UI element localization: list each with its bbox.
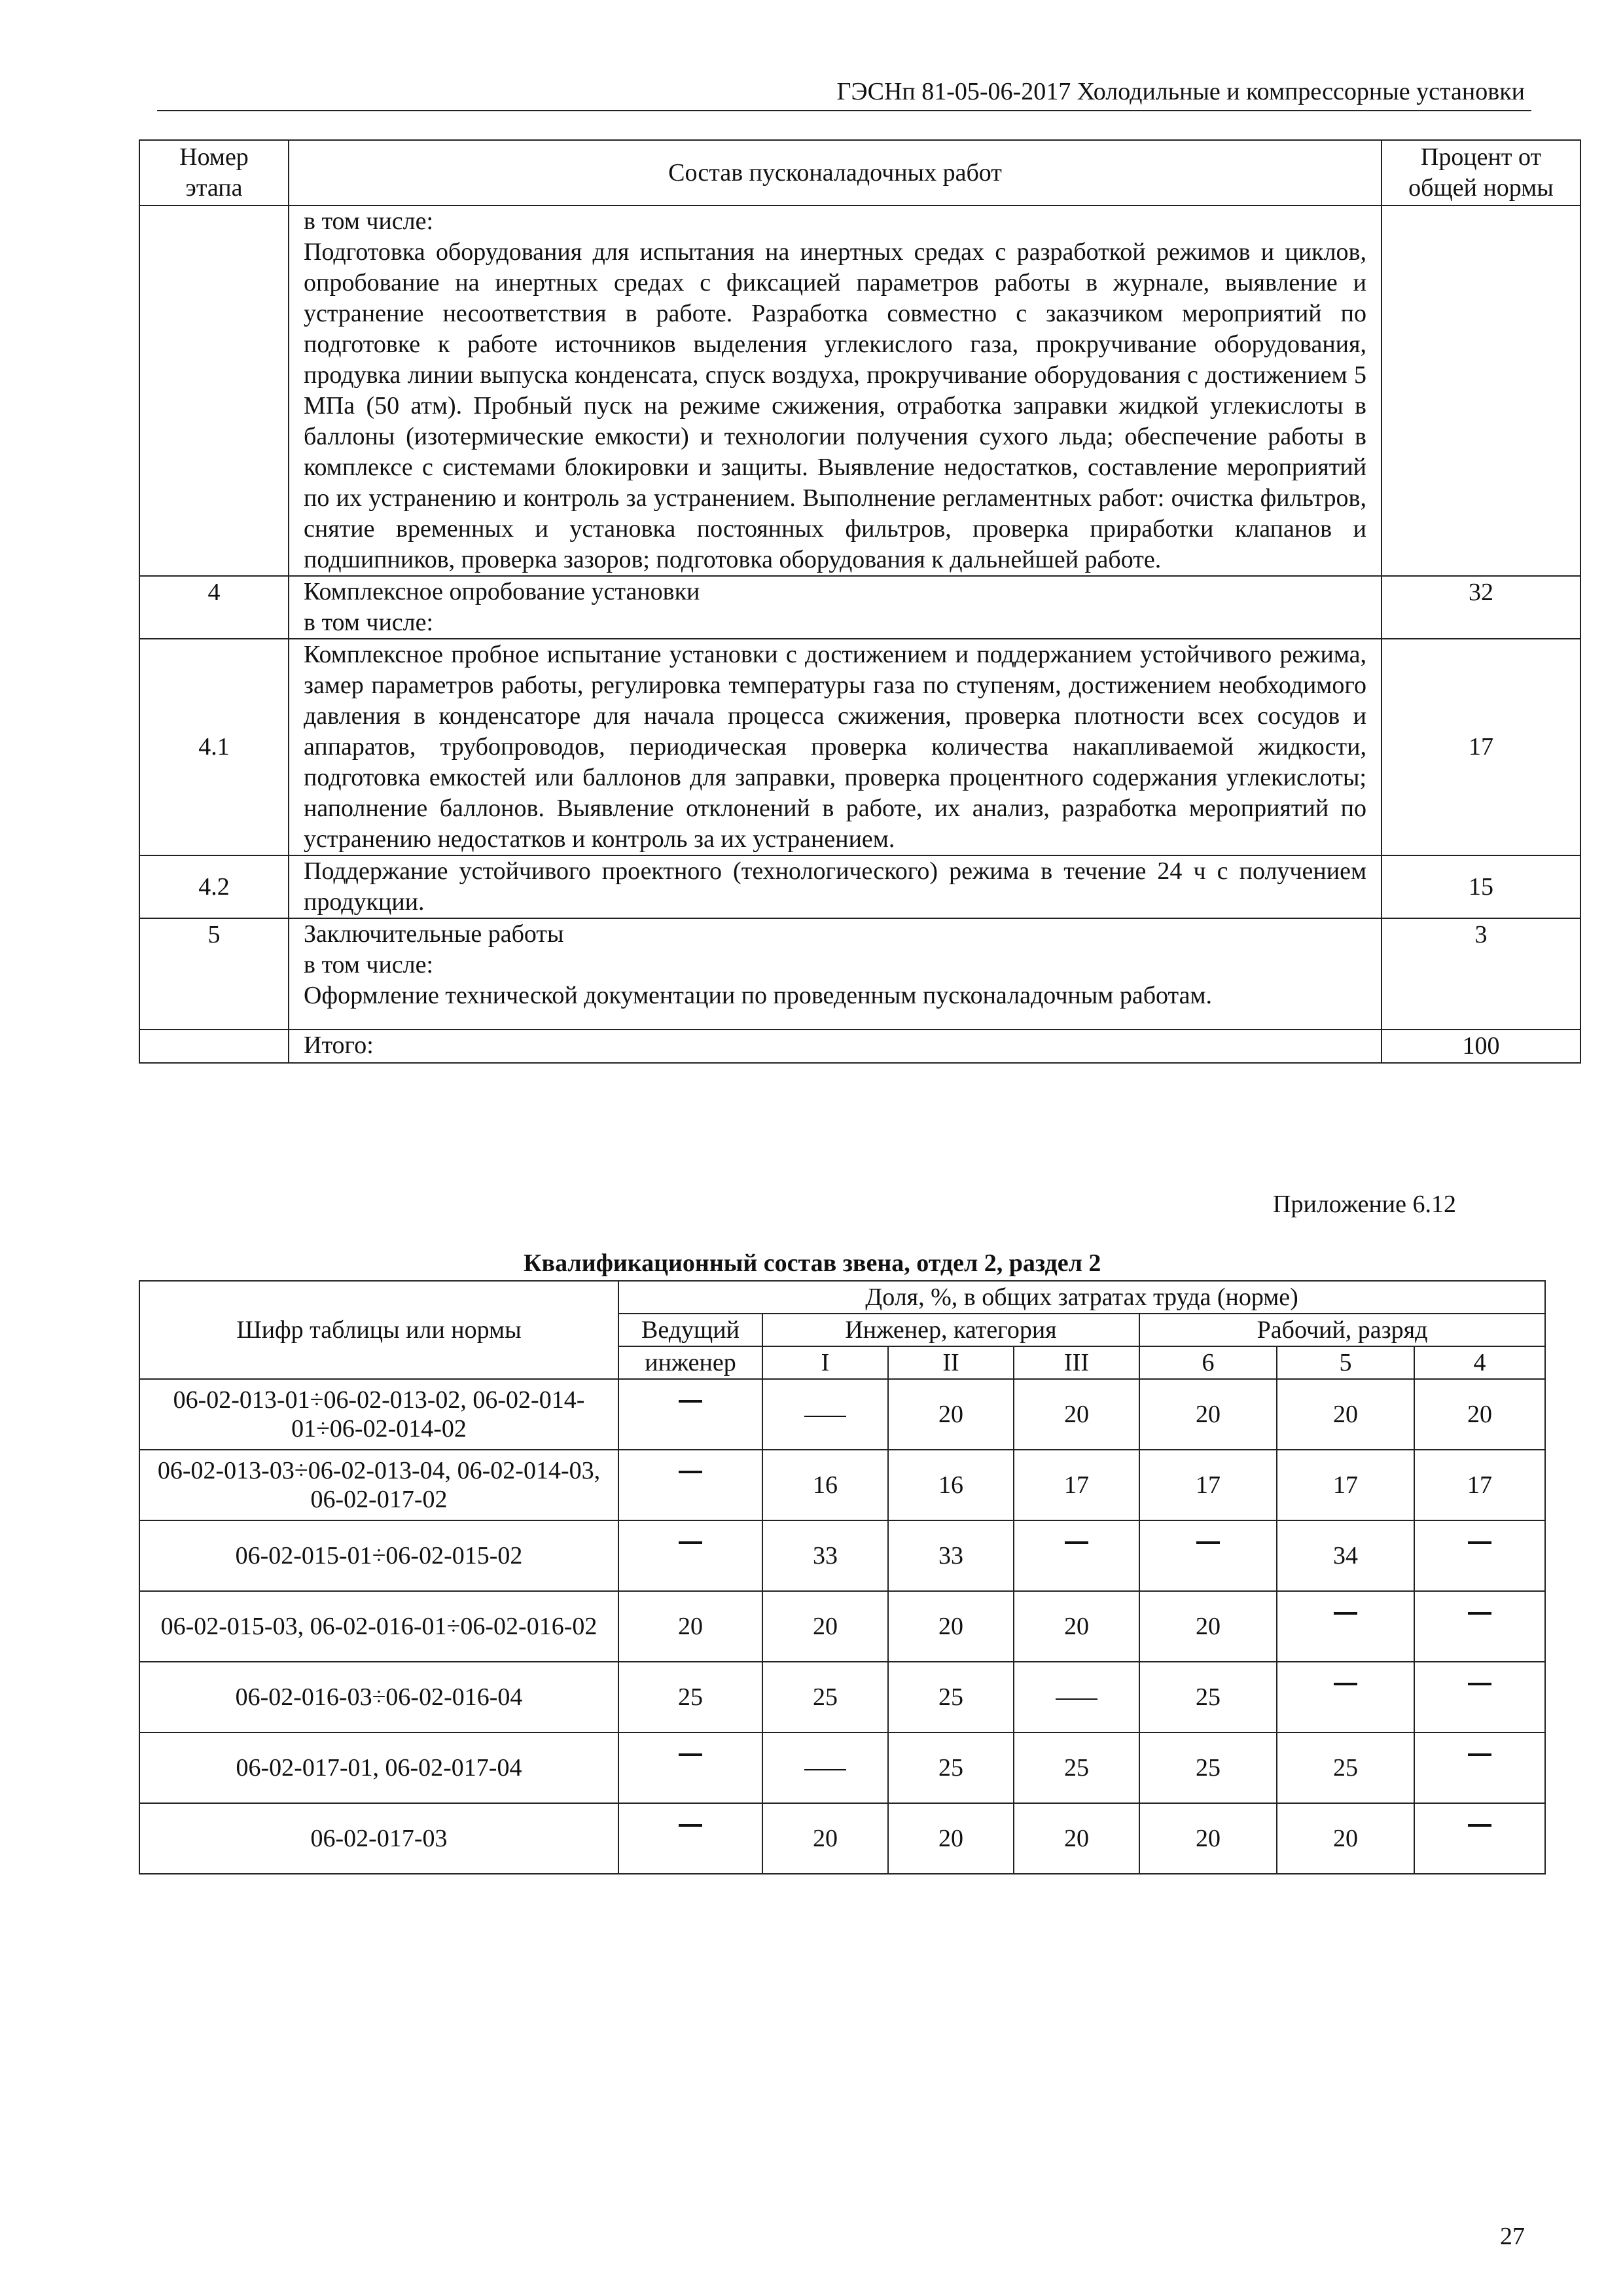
qual-row [139,1450,1545,1520]
share-value: 25 [1196,1754,1221,1782]
norm-code: 06-02-013-03÷06-02-013-04, 06-02-014-03, 06-02-017-02 [139,1450,618,1520]
share-cell [1014,1803,1139,1874]
norm-code: 06-02-013-01÷06-02-013-02, 06-02-014-01÷06-02-014-02 [139,1379,618,1450]
stages-table [139,139,1581,1064]
share-value: 25 [1196,1683,1221,1711]
qual-row [139,1732,1545,1803]
share-value: 16 [813,1471,838,1499]
share-cell [1414,1803,1545,1874]
worker-rank-header: 6 [1139,1346,1277,1379]
header-line: общей нормы [1408,174,1554,202]
stage-title: Заключительные работы [304,920,564,948]
share-cell [888,1450,1014,1520]
appendix-label: Приложение 6.12 [1273,1191,1456,1218]
stage-percent: 3 [1382,918,1580,1030]
worker-rank-header: 4 [1414,1346,1545,1379]
share-value: 20 [1064,1825,1089,1852]
share-cell [1139,1450,1277,1520]
share-cell [1414,1662,1545,1732]
qual-row [139,1591,1545,1662]
share-value: 20 [938,1613,963,1640]
qual-share-header: Доля, %, в общих затратах труда (норме) [618,1281,1545,1314]
qual-row [139,1803,1545,1874]
share-cell [888,1379,1014,1450]
dash-mark [679,1471,702,1473]
share-value: 20 [1196,1825,1221,1852]
stage-row-4 [139,576,1580,639]
share-cell [1414,1450,1545,1520]
header-line: Процент от [1420,143,1542,171]
share-value: 25 [1064,1754,1089,1782]
stage-row-4-2 [139,855,1580,918]
stage-title: Комплексное опробование установки [304,578,700,605]
share-value: 20 [938,1825,963,1852]
dash-mark [679,1400,702,1403]
col-percent-header [1382,140,1580,206]
share-cell [1414,1732,1545,1803]
stage-number: 4.2 [139,855,289,918]
qual-body [139,1379,1545,1874]
share-cell [1139,1662,1277,1732]
share-value: 25 [938,1754,963,1782]
stage-percent [1382,206,1580,576]
share-cell [762,1591,888,1662]
share-cell [1139,1591,1277,1662]
share-value: 20 [678,1613,703,1640]
stage-number [139,206,289,576]
stage-percent: 15 [1382,855,1580,918]
share-cell [888,1591,1014,1662]
share-cell [1014,1732,1139,1803]
qual-worker-header: Рабочий, разряд [1139,1314,1545,1346]
dash-mark [1468,1824,1491,1827]
share-cell [1277,1591,1414,1662]
norm-code: 06-02-016-03÷06-02-016-04 [139,1662,618,1732]
stage-number: 5 [139,918,289,1030]
share-cell [1277,1732,1414,1803]
stage-row-continued [139,206,1580,576]
stage-row-5 [139,918,1580,1030]
share-cell [1277,1450,1414,1520]
dash-mark [1196,1541,1220,1544]
dash-mark [1468,1683,1491,1685]
share-value: 25 [1333,1754,1358,1782]
worker-rank-header: 5 [1277,1346,1414,1379]
dash-mark [1468,1753,1491,1756]
share-cell [1139,1520,1277,1591]
share-cell [618,1662,762,1732]
dash-mark [1056,1698,1097,1700]
qual-row [139,1520,1545,1591]
share-cell [1277,1662,1414,1732]
share-value: 17 [1064,1471,1089,1499]
share-value: 34 [1333,1542,1358,1570]
share-cell [1414,1379,1545,1450]
share-value: 17 [1196,1471,1221,1499]
share-value: 16 [938,1471,963,1499]
stage-number: 4 [139,576,289,639]
share-value: 20 [1196,1613,1221,1640]
share-value: 25 [813,1683,838,1711]
share-cell [762,1379,888,1450]
stage-text: Оформление технической документации по проведенным пусконаладочным работам. [304,982,1213,1009]
total-percent: 100 [1382,1030,1580,1063]
stage-intro: в том числе: [304,609,434,636]
dash-mark [804,1769,846,1770]
stage-percent: 32 [1382,576,1580,639]
share-cell [618,1732,762,1803]
share-cell [618,1803,762,1874]
norm-code: 06-02-017-03 [139,1803,618,1874]
share-cell [618,1591,762,1662]
stages-header-row [139,140,1580,206]
stage-description [289,576,1382,639]
share-value: 20 [1333,1825,1358,1852]
share-value: 20 [1064,1613,1089,1640]
share-cell [618,1450,762,1520]
qualification-table-title: Квалификационный состав звена, отдел 2, раздел 2 [524,1249,1101,1277]
norm-code: 06-02-015-03, 06-02-016-01÷06-02-016-02 [139,1591,618,1662]
share-value: 20 [1333,1401,1358,1428]
share-cell [762,1520,888,1591]
share-cell [1277,1520,1414,1591]
share-cell [1139,1379,1277,1450]
share-cell [1277,1803,1414,1874]
total-label: Итого: [289,1030,1382,1063]
running-header [157,72,1531,111]
share-cell [888,1803,1014,1874]
dash-mark [1065,1541,1088,1544]
share-cell [1414,1520,1545,1591]
stage-row-4-1 [139,639,1580,855]
eng-cat-header: II [888,1346,1014,1379]
col-work-composition-header: Состав пусконаладочных работ [289,140,1382,206]
share-cell [1014,1662,1139,1732]
share-value: 25 [938,1683,963,1711]
dash-mark [804,1416,846,1417]
share-value: 20 [813,1613,838,1640]
share-cell [888,1662,1014,1732]
qual-row [139,1662,1545,1732]
dash-mark [679,1753,702,1756]
stage-number: 4.1 [139,639,289,855]
share-cell [1014,1450,1139,1520]
norm-code: 06-02-017-01, 06-02-017-04 [139,1732,618,1803]
share-value: 20 [1064,1401,1089,1428]
share-cell [762,1662,888,1732]
dash-mark [1468,1612,1491,1615]
header-line: Номер [179,143,249,171]
share-cell [762,1732,888,1803]
share-cell [618,1520,762,1591]
dash-mark [679,1541,702,1544]
share-cell [762,1803,888,1874]
qual-lead-header-line2: инженер [618,1346,762,1379]
stage-description: Комплексное пробное испытание установки с достижением и поддержанием устойчивого режима, замер параметров работы, регулировка температуры газа по ступеням, достижением необходимого давления в конденсаторе для начала процесса сжижения, проверка плотности всех сосудов и аппаратов, трубопроводов, периодическая проверка количества накапливаемой жидкости, подготовка емкостей или баллонов для заправки, проверка процентного содержания углекислоты; наполнение баллонов. Выявление отклонений в работе, их анализ, разработка мероприятий по устранению недостатков и контроль за их устранением. [289,639,1382,855]
qual-row [139,1379,1545,1450]
share-value: 33 [938,1542,963,1570]
stage-intro: в том числе: [304,207,434,235]
eng-cat-header: I [762,1346,888,1379]
stage-description [289,918,1382,1030]
share-value: 33 [813,1542,838,1570]
share-value: 20 [938,1401,963,1428]
share-value: 17 [1333,1471,1358,1499]
stage-description [289,206,1382,576]
stage-intro: в том числе: [304,951,434,978]
dash-mark [679,1824,702,1827]
stage-description: Поддержание устойчивого проектного (технологического) режима в течение 24 ч с получением продукции. [289,855,1382,918]
share-cell [1139,1732,1277,1803]
qualification-table [139,1280,1546,1874]
qual-engineer-header: Инженер, категория [762,1314,1139,1346]
header-line: этапа [185,174,243,202]
stage-number [139,1030,289,1063]
col-stage-number-header [139,140,289,206]
stage-text: Подготовка оборудования для испытания на инертных средах с разработкой режимов и циклов, опробование на инертных средах с фиксацией параметров работы в журнале, выявление и устранение несоответствия в работе. Разработка совместно с заказчиком мероприятий по подготовке к работе источников выделения углекислого газа, прокручивание оборудования, продувка линии выпуска конденсата, спуск воздуха, прокручивание оборудования с достижением 5 МПа (50 атм). Пробный пуск на режиме сжижения, отработка заправки жидкой углекислоты в баллоны (изотермические емкости) и технологии получения сухого льда; обеспечение работы в комплексе с системами блокировки и защиты. Выявление недостатков, составление мероприятий по их устранению и контроль за устранением. Выполнение регламентных работ: очистка фильтров, снятие временных и установка постоянных фильтров, проверка приработки клапанов и подшипников, проверка зазоров; подготовка оборудования к дальнейшей работе. [304,238,1366,573]
share-cell [1014,1520,1139,1591]
share-value: 17 [1467,1471,1493,1499]
qual-code-header: Шифр таблицы или нормы [139,1281,618,1379]
qual-lead-header: Ведущий [618,1314,762,1346]
running-title: ГЭСНп 81-05-06-2017 Холодильные и компрессорные установки [836,78,1525,105]
share-cell [618,1379,762,1450]
stage-total-row [139,1030,1580,1063]
dash-mark [1468,1541,1491,1544]
qual-header-row-1 [139,1281,1545,1314]
share-value: 20 [1196,1401,1221,1428]
dash-mark [1334,1612,1357,1615]
share-value: 25 [678,1683,703,1711]
share-value: 20 [813,1825,838,1852]
page-number: 27 [1500,2223,1525,2250]
stage-percent: 17 [1382,639,1580,855]
share-value: 20 [1467,1401,1493,1428]
eng-cat-header: III [1014,1346,1139,1379]
dash-mark [1334,1683,1357,1685]
share-cell [1014,1379,1139,1450]
share-cell [1414,1591,1545,1662]
share-cell [888,1732,1014,1803]
norm-code: 06-02-015-01÷06-02-015-02 [139,1520,618,1591]
share-cell [1139,1803,1277,1874]
share-cell [888,1520,1014,1591]
share-cell [1014,1591,1139,1662]
share-cell [762,1450,888,1520]
share-cell [1277,1379,1414,1450]
